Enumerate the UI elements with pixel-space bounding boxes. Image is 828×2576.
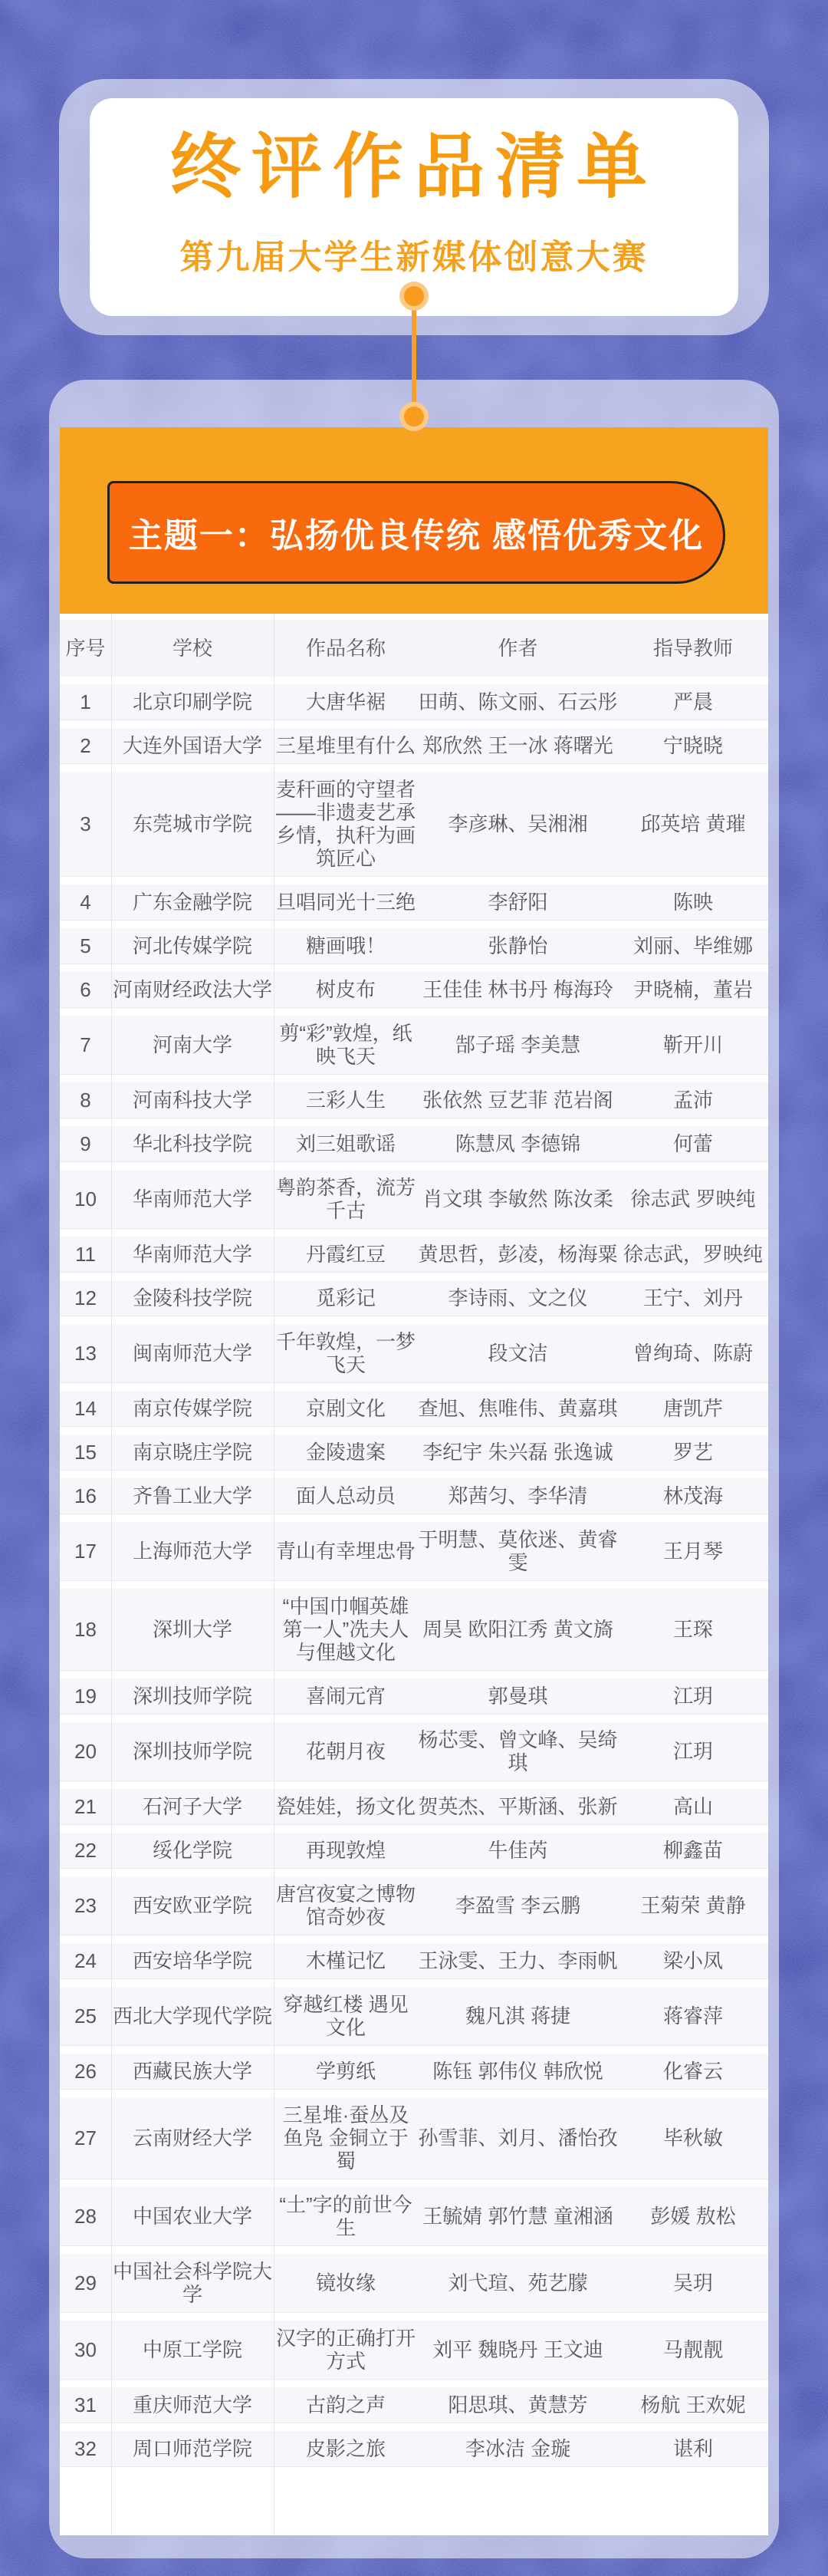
table-row <box>60 1943 768 1979</box>
cell-advisors: 高山 <box>672 1795 713 1818</box>
table-row <box>60 1170 768 1229</box>
cell-authors: 刘弋瑄、苑艺朦 <box>448 2271 588 2294</box>
cell-work-title: 剪“彩”敦煌，纸映飞天 <box>279 1022 412 1068</box>
cell-authors: 段文洁 <box>488 1342 548 1365</box>
cell-work-title: 丹霞红豆 <box>305 1243 386 1266</box>
cell-school: 北京印刷学院 <box>132 690 252 713</box>
table-row <box>60 1876 768 1935</box>
cell-school: 金陵科技学院 <box>132 1286 252 1309</box>
cell-school: 河南科技大学 <box>132 1089 252 1112</box>
cell-authors: 王佳佳 林书丹 梅海玲 <box>422 978 613 1001</box>
column-header: 学校 <box>172 637 212 660</box>
cell-school: 闽南师范大学 <box>132 1342 252 1365</box>
cell-authors: 肖文琪 李敏然 陈汝柔 <box>422 1188 613 1211</box>
table-row <box>60 1082 768 1118</box>
column-header: 作者 <box>498 637 538 660</box>
cell-work-title: 瓷娃娃，扬文化 <box>275 1795 416 1818</box>
table-row <box>60 1126 768 1162</box>
cell-serial: 2 <box>80 734 91 757</box>
cell-authors: 李冰洁 金璇 <box>465 2437 571 2460</box>
cell-school: 大连外国语大学 <box>122 734 262 757</box>
cell-work-title: 青山有幸埋忠骨 <box>275 1540 416 1563</box>
cell-authors: 王泳雯、王力、李雨帆 <box>418 1949 618 1972</box>
cell-serial: 12 <box>74 1286 97 1309</box>
cell-school: 周口师范学院 <box>132 2437 252 2460</box>
table-row <box>60 884 768 921</box>
cell-authors: 张依然 豆艺菲 范岩阁 <box>422 1089 613 1112</box>
theme-banner-label: 主题一：弘扬优良传统 感悟优秀文化 <box>128 517 705 555</box>
cell-authors: 郭曼琪 <box>488 1685 548 1708</box>
theme-banner-band <box>60 427 768 614</box>
cell-serial: 27 <box>74 2126 97 2149</box>
cell-authors: 李纪宇 朱兴磊 张逸诚 <box>422 1441 613 1464</box>
cell-serial: 8 <box>80 1089 91 1112</box>
cell-advisors: 何蕾 <box>672 1132 713 1155</box>
cell-serial: 20 <box>74 1740 97 1763</box>
table-row <box>60 1324 768 1383</box>
table-row <box>60 2254 768 2313</box>
table-row <box>60 1789 768 1825</box>
cell-advisors: 刘丽、毕维娜 <box>632 934 753 957</box>
cell-serial: 4 <box>80 891 91 914</box>
column-divider <box>111 614 112 2535</box>
table-row <box>60 1016 768 1075</box>
cell-advisors: 宁晓晓 <box>662 734 723 757</box>
cell-work-title: “土”字的前世今生 <box>279 2193 412 2239</box>
cell-serial: 21 <box>74 1795 97 1818</box>
cell-advisors: 彭媛 敖松 <box>650 2205 736 2228</box>
cell-advisors: 梁小凤 <box>662 1949 723 1972</box>
cell-school: 中国农业大学 <box>132 2205 252 2228</box>
cell-serial: 3 <box>80 812 91 835</box>
cell-serial: 6 <box>80 978 91 1001</box>
cell-advisors: 江玥 <box>672 1685 713 1708</box>
cell-work-title: 旦唱同光十三绝 <box>275 891 416 914</box>
cell-serial: 17 <box>74 1540 97 1563</box>
cell-school: 中原工学院 <box>142 2338 242 2361</box>
cell-advisors: 徐志武 罗映纯 <box>630 1188 756 1211</box>
cell-authors: 陈慧凤 李德锦 <box>455 1132 581 1155</box>
title-card-inner <box>90 98 738 316</box>
table-row <box>60 1589 768 1671</box>
cell-work-title: 麦秆画的守望者——非遗麦艺承乡情，执秆为画筑匠心 <box>275 778 416 870</box>
page-title: 终评作品清单 <box>169 128 658 206</box>
table-row <box>60 1435 768 1471</box>
cell-advisors: 马靓靓 <box>662 2338 723 2361</box>
cell-serial: 15 <box>74 1441 97 1464</box>
cell-authors: 李舒阳 <box>488 891 548 914</box>
cell-serial: 19 <box>74 1685 97 1708</box>
cell-authors: 牛佳芮 <box>488 1839 548 1862</box>
cell-serial: 29 <box>74 2271 97 2294</box>
cell-school: 河北传媒学院 <box>132 934 252 957</box>
cell-school: 重庆师范大学 <box>132 2393 252 2416</box>
cell-school: 中国社会科学院大学 <box>112 2260 272 2306</box>
cell-serial: 28 <box>74 2205 97 2228</box>
cell-school: 深圳技师学院 <box>132 1740 252 1763</box>
cell-school: 南京晓庄学院 <box>132 1441 252 1464</box>
cell-authors: 王毓婧 郭竹慧 童湘涵 <box>422 2205 613 2228</box>
cell-work-title: 三彩人生 <box>305 1089 386 1112</box>
cell-authors: 李盈雪 李云鹏 <box>455 1894 581 1917</box>
cell-work-title: 汉字的正确打开方式 <box>275 2327 416 2373</box>
cell-school: 华南师范大学 <box>132 1243 252 1266</box>
cell-advisors: 吴玥 <box>672 2271 713 2294</box>
table-row <box>60 2321 768 2380</box>
title-card <box>59 79 769 335</box>
cell-work-title: 粤韵茶香，流芳千古 <box>275 1176 416 1222</box>
cell-work-title: 三星堆里有什么 <box>275 734 416 757</box>
table-row <box>60 1987 768 2046</box>
column-header: 作品名称 <box>305 637 386 660</box>
table-row <box>60 2431 768 2467</box>
cell-authors: 陈钰 郭伟仪 韩欣悦 <box>432 2060 603 2083</box>
cell-work-title: 金陵遗案 <box>305 1441 386 1464</box>
cell-advisors: 邱英培 黄璀 <box>640 812 746 835</box>
cell-serial: 11 <box>75 1243 96 1266</box>
cell-advisors: 唐凯芹 <box>662 1397 723 1420</box>
cell-advisors: 靳开川 <box>662 1033 723 1056</box>
cell-advisors: 林茂海 <box>662 1484 723 1507</box>
cell-serial: 22 <box>74 1839 97 1862</box>
cell-work-title: “中国巾帼英雄第一人”冼夫人与俚越文化 <box>282 1595 409 1664</box>
cell-serial: 9 <box>80 1132 91 1155</box>
cell-authors: 郑茜匀、李华清 <box>448 1484 588 1507</box>
cell-serial: 5 <box>80 934 91 957</box>
cell-school: 南京传媒学院 <box>132 1397 252 1420</box>
cell-serial: 26 <box>74 2060 97 2083</box>
table-row <box>60 928 768 964</box>
page-subtitle: 第九届大学生新媒体创意大赛 <box>179 239 649 277</box>
cell-school: 广东金融学院 <box>132 891 252 914</box>
cell-work-title: 学剪纸 <box>315 2060 376 2083</box>
cell-work-title: 花朝月夜 <box>305 1740 386 1763</box>
cell-authors: 孙雪菲、刘月、潘怡孜 <box>418 2126 618 2149</box>
cell-school: 河南大学 <box>152 1033 232 1056</box>
cell-school: 西安培华学院 <box>132 1949 252 1972</box>
cell-advisors: 毕秋敏 <box>662 2126 723 2149</box>
cell-school: 西藏民族大学 <box>132 2060 252 2083</box>
cell-authors: 李诗雨、文之仪 <box>448 1286 588 1309</box>
cell-serial: 24 <box>74 1949 97 1972</box>
table-row <box>60 1522 768 1581</box>
cell-school: 石河子大学 <box>142 1795 242 1818</box>
table-row <box>60 1391 768 1427</box>
cell-serial: 16 <box>74 1484 97 1507</box>
cell-advisors: 严晨 <box>672 690 713 713</box>
cell-advisors: 王宁、刘丹 <box>642 1286 743 1309</box>
table-row <box>60 2387 768 2423</box>
cell-serial: 18 <box>74 1618 97 1641</box>
cell-authors: 田萌、陈文丽、石云彤 <box>418 690 618 713</box>
cell-advisors: 徐志武，罗映纯 <box>623 1243 763 1266</box>
table-row <box>60 2054 768 2090</box>
cell-serial: 25 <box>74 2004 97 2028</box>
cell-advisors: 王菊荣 黄静 <box>640 1894 746 1917</box>
table-row <box>60 1237 768 1273</box>
table-row <box>60 972 768 1008</box>
cell-advisors: 王月琴 <box>662 1540 723 1563</box>
cell-serial: 23 <box>74 1894 97 1917</box>
cell-authors: 查旭、焦唯伟、黄嘉琪 <box>418 1397 618 1420</box>
cell-serial: 13 <box>74 1342 97 1365</box>
table-row <box>60 1833 768 1869</box>
cell-work-title: 面人总动员 <box>295 1484 396 1507</box>
cell-authors: 李彦琳、吴湘湘 <box>448 812 588 835</box>
cell-advisors: 柳鑫苗 <box>662 1839 723 1862</box>
cell-school: 上海师范大学 <box>132 1540 252 1563</box>
cell-school: 西安欧亚学院 <box>132 1894 252 1917</box>
cell-work-title: 再现敦煌 <box>305 1839 386 1862</box>
cell-work-title: 三星堆·蚕丛及鱼凫 金铜立于蜀 <box>282 2103 409 2172</box>
cell-school: 河南财经政法大学 <box>112 978 272 1001</box>
cell-authors: 贺英杰、平斯涵、张新 <box>418 1795 618 1818</box>
cell-work-title: 京剧文化 <box>305 1397 386 1420</box>
table-row <box>60 728 768 764</box>
cell-authors: 黄思哲，彭凌，杨海粟 <box>418 1243 618 1266</box>
cell-serial: 14 <box>74 1397 97 1420</box>
cell-work-title: 唐宫夜宴之博物馆奇妙夜 <box>275 1883 416 1929</box>
table-row <box>60 2187 768 2246</box>
cell-school: 绥化学院 <box>152 1839 232 1862</box>
cell-serial: 7 <box>80 1033 91 1056</box>
cell-advisors: 罗艺 <box>672 1441 713 1464</box>
table-row <box>60 1678 768 1715</box>
cell-work-title: 古韵之声 <box>305 2393 386 2416</box>
cell-school: 齐鲁工业大学 <box>132 1484 252 1507</box>
cell-work-title: 木槿记忆 <box>305 1949 386 1972</box>
cell-work-title: 皮影之旅 <box>305 2437 386 2460</box>
cell-work-title: 刘三姐歌谣 <box>295 1132 396 1155</box>
column-header: 指导教师 <box>652 637 733 660</box>
cell-authors: 杨芯雯、曾文峰、吴绮琪 <box>418 1728 618 1774</box>
cell-school: 东莞城市学院 <box>132 812 252 835</box>
cell-school: 云南财经大学 <box>132 2126 252 2149</box>
table-header-row <box>60 620 768 677</box>
table-row <box>60 1722 768 1781</box>
cell-school: 华北科技学院 <box>132 1132 252 1155</box>
cell-advisors: 王琛 <box>672 1618 713 1641</box>
cell-work-title: 大唐华裾 <box>305 690 386 713</box>
cell-school: 华南师范大学 <box>132 1188 252 1211</box>
works-table <box>60 614 768 2535</box>
table-row <box>60 684 768 720</box>
cell-serial: 32 <box>74 2437 97 2460</box>
cell-serial: 1 <box>80 690 91 713</box>
cell-authors: 张静怡 <box>488 934 548 957</box>
cell-authors: 周昊 欧阳江秀 黄文旖 <box>422 1618 613 1641</box>
cell-work-title: 觅彩记 <box>315 1286 376 1309</box>
cell-work-title: 糖画哦！ <box>305 934 386 957</box>
table-body <box>60 684 768 2467</box>
cell-advisors: 曾绚琦、陈蔚 <box>632 1342 753 1365</box>
cell-work-title: 千年敦煌，一梦飞天 <box>275 1330 416 1376</box>
cell-serial: 30 <box>74 2338 97 2361</box>
cell-work-title: 镜妆缘 <box>315 2271 376 2294</box>
cell-work-title: 树皮布 <box>315 978 376 1001</box>
cell-work-title: 穿越红楼 遇见文化 <box>283 1993 409 2039</box>
cell-advisors: 尹晓楠，董岩 <box>632 978 753 1001</box>
cell-authors: 郑欣然 王一冰 蒋曙光 <box>422 734 613 757</box>
cell-school: 深圳技师学院 <box>132 1685 252 1708</box>
cell-advisors: 杨航 王欢妮 <box>640 2393 746 2416</box>
cell-authors: 于明慧、莫依迷、黄睿雯 <box>418 1528 618 1574</box>
cell-serial: 10 <box>74 1188 97 1211</box>
cell-advisors: 孟沛 <box>672 1089 713 1112</box>
theme-banner <box>107 481 725 584</box>
cell-authors: 郜子瑶 李美慧 <box>455 1033 581 1056</box>
cell-advisors: 谌利 <box>672 2437 713 2460</box>
table-row <box>60 1478 768 1514</box>
cell-authors: 刘平 魏晓丹 王文迪 <box>432 2338 603 2361</box>
cell-school: 西北大学现代学院 <box>112 2004 272 2028</box>
list-card <box>49 380 779 2558</box>
cell-advisors: 化睿云 <box>662 2060 723 2083</box>
cell-advisors: 陈映 <box>672 891 713 914</box>
cell-advisors: 蒋睿萍 <box>662 2004 723 2028</box>
table-row <box>60 1280 768 1316</box>
cell-school: 深圳大学 <box>152 1618 232 1641</box>
table-row <box>60 2097 768 2179</box>
cell-authors: 魏凡淇 蒋捷 <box>465 2004 571 2028</box>
cell-work-title: 喜闹元宵 <box>305 1685 386 1708</box>
cell-advisors: 江玥 <box>672 1740 713 1763</box>
cell-authors: 阳思琪、黄慧芳 <box>448 2393 588 2416</box>
column-header: 序号 <box>65 637 106 660</box>
table-row <box>60 772 768 877</box>
cell-serial: 31 <box>74 2393 97 2416</box>
